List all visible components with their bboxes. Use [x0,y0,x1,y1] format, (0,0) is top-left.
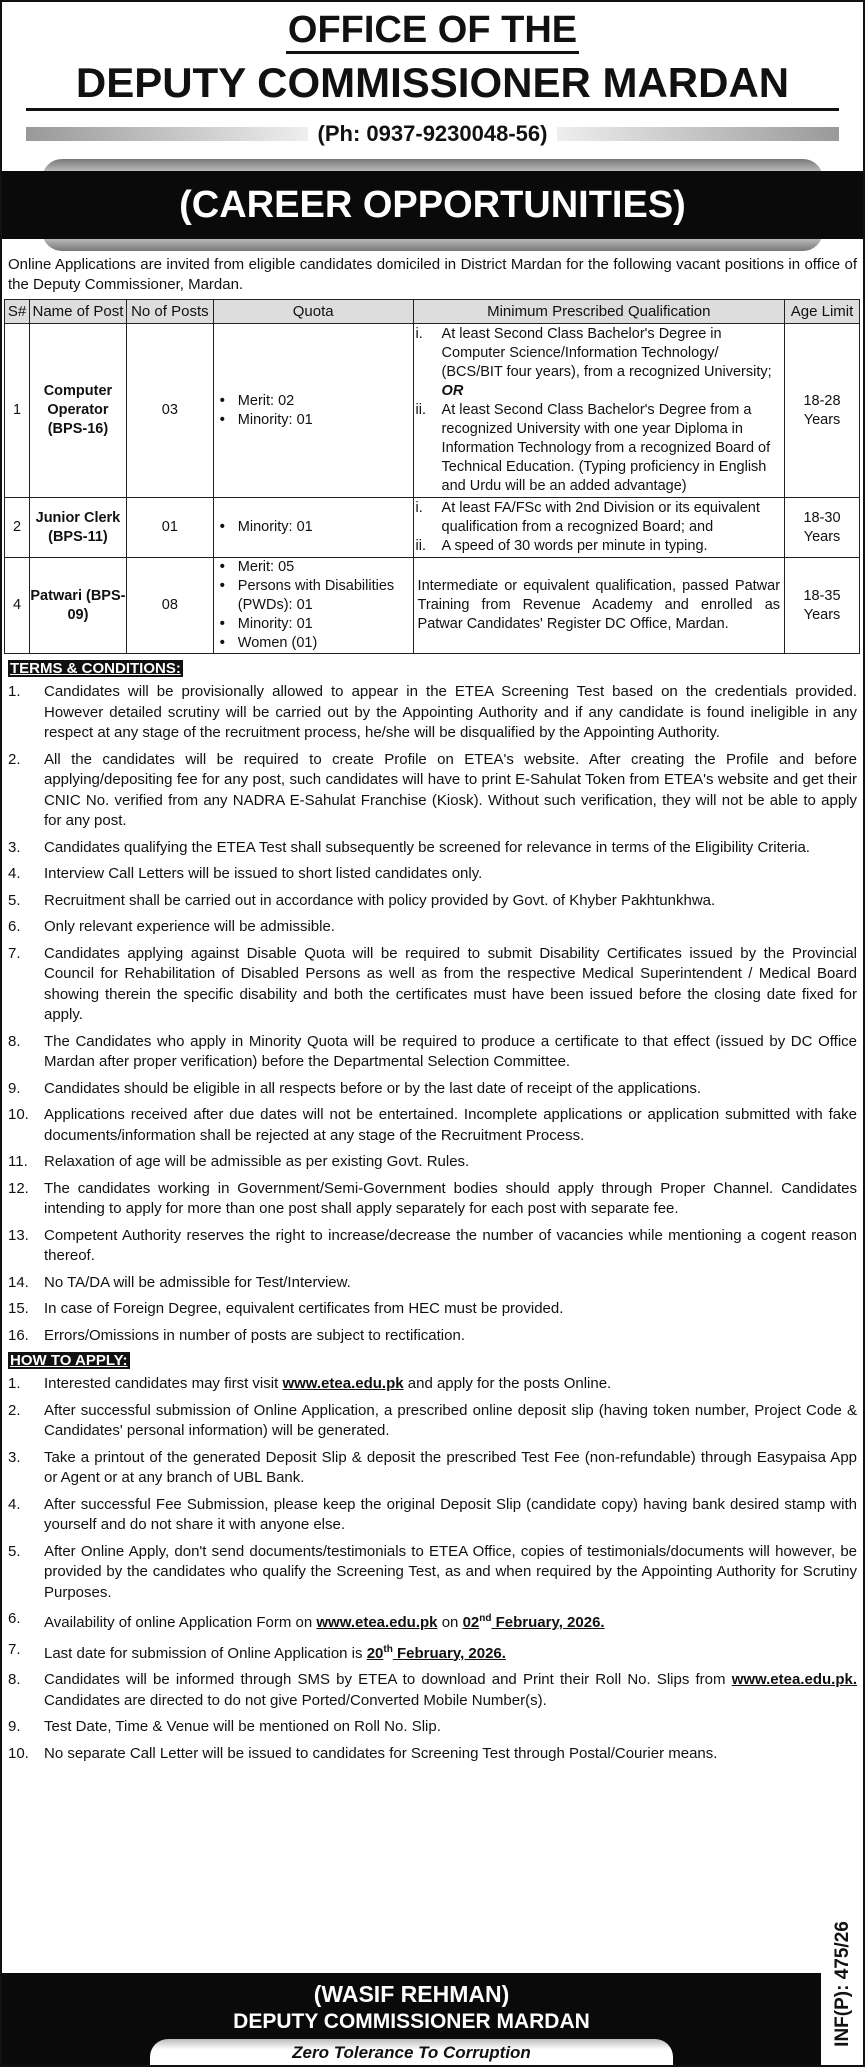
item-number: 6. [8,918,21,935]
term-item [8,1079,857,1100]
apply-step [8,1670,857,1711]
post-count: 03 [126,324,213,498]
item-number: 4. [8,1495,21,1513]
term-text: Candidates qualifying the ETEA Test shall subsequently be screened for relevance in terms of the Eligibility Criteria. [44,838,810,856]
col-qualification: Minimum Prescribed Qualification [413,300,785,324]
apply-step [8,1401,857,1442]
item-marker: ii. [415,538,427,554]
website-link[interactable]: www.etea.edu.pk [282,1375,404,1392]
item-number: 8. [8,1671,21,1688]
term-item [8,1299,857,1320]
date-text: 02 [462,1614,480,1631]
item-marker: ii. [415,402,427,418]
qualification-item [416,401,783,496]
post-name: Computer Operator (BPS-16) [29,324,126,498]
apply-heading: HOW TO APPLY: [10,1352,128,1369]
post-count: 01 [126,498,213,558]
qualification-item [416,537,783,556]
qualification-text: Intermediate or equivalent qualification, passed Patwar Training from Revenue Academy and enrolled as Patwar Candidates' Register DC Office, Mardan. [417,578,781,632]
table-row [5,498,860,558]
quota-cell [213,558,413,654]
ordinal-suffix: nd [479,1613,492,1624]
intro-text: Online Applications are invited from eligible candidates domiciled in District Mardan for the following vacant positions in office of the Deputy Commissioner, Mardan. [8,256,857,293]
step-text [44,1542,857,1604]
item-number: 14. [8,1273,29,1291]
career-banner [2,165,863,245]
text: Take a printout of the generated Deposit Slip & deposit the prescribed Test Fee (non-refundable) through Easypaisa App or Agent or at any branch of UBL Bank. [44,1448,857,1486]
text: Last date for submission of Online Application is [44,1644,367,1662]
text: Candidates are directed to do not give Ported/Converted Mobile Number(s). [44,1691,547,1709]
step-text [44,1448,857,1489]
term-text: In case of Foreign Degree, equivalent certificates from HEC must be provided. [44,1300,564,1317]
serial-number: 2 [5,498,30,558]
term-text: Competent Authority reserves the right to increase/decrease the number of vacancies while mentioning a cogent reason thereof. [44,1226,857,1264]
qualification-text [442,499,783,537]
item-number: 15. [8,1300,29,1317]
apply-list [8,1374,857,1764]
term-item [8,891,857,912]
website-link[interactable]: www.etea.edu.pk [316,1614,438,1631]
item-number: 5. [8,1542,21,1560]
term-text: Candidates should be eligible in all respects before or by the last date of receipt of the applications. [44,1079,702,1097]
website-link[interactable]: www.etea.edu.pk. [731,1671,857,1688]
step-text [44,1401,857,1442]
col-age: Age Limit [785,300,860,324]
step-text [44,1495,857,1536]
step-text [44,1640,857,1665]
age-limit: 18-30 Years [785,498,860,558]
text: After Online Apply, don't send documents/testimonials to ETEA Office, copies of testimonials/documents will however, be provided by the candidates who qualify the Screening Test, as and when required by the Appointing Authority for Scrutiny Purposes. [44,1542,857,1601]
term-text: No TA/DA will be admissible for Test/Interview. [44,1273,351,1291]
col-sn: S# [5,300,30,324]
qualification-cell [413,498,785,558]
text: Availability of online Application Form on [44,1614,317,1631]
term-text: All the candidates will be required to create Profile on ETEA's website. After creating the Profile and before applying/depositing fee for any post, such candidates will have to print E-Sahulat Token from ETEA's website and get their CNIC No. verified from any NADRA E-Sahulat Franchise (Kiosk). Without such verification, they will not be able to apply for any post. [44,750,857,829]
item-number: 7. [8,944,21,962]
apply-step [8,1640,857,1665]
item-number: 13. [8,1226,29,1244]
item-number: 2. [8,1401,21,1419]
officer-name: (WASIF REHMAN) [313,1981,510,2007]
apply-step [8,1495,857,1536]
item-number: 3. [8,838,21,856]
item-number: 8. [8,1032,21,1050]
quota-item: • Merit: 05 [220,558,413,577]
step-text [44,1609,857,1634]
term-text: Only relevant experience will be admissible. [44,918,335,935]
item-number: 1. [8,1375,21,1392]
ordinal-suffix: th [383,1643,393,1655]
qualification-cell [413,558,785,654]
slogan: Zero Tolerance To Corruption [150,2039,673,2065]
text: Candidates will be informed through SMS by ETEA to download and Print their Roll No. Slips from [44,1671,732,1688]
quota-item: • Women (01) [220,634,413,653]
term-text: Recruitment shall be carried out in accordance with policy provided by Govt. of Khyber Pakhtunkhwa. [44,891,716,909]
term-text: Candidates applying against Disable Quota will be required to submit Disability Certificates issued by the Provincial Council for Rehabilitation of Disabled Persons as well as from the respective Medical Superintendent / Medical Board showing therein the specific disability and both the certificates must have been issued before the closing date fixed for apply. [44,944,857,1023]
quota-list [214,392,413,430]
item-number: 3. [8,1448,21,1466]
col-posts: No of Posts [126,300,213,324]
age-limit: 18-28 Years [785,324,860,498]
text: After successful Fee Submission, please keep the original Deposit Slip (candidate copy) having bank desired stamp with yourself and do not share it with anyone else. [44,1495,857,1533]
quota-list [214,518,413,537]
term-item [8,1226,857,1267]
term-item [8,838,857,859]
qualification-item [416,325,783,401]
table-header [5,300,860,324]
step-text [44,1744,857,1765]
term-item [8,750,857,832]
term-item [8,1105,857,1146]
term-text: Relaxation of age will be admissible as per existing Govt. Rules. [44,1153,470,1170]
qualification-list [414,498,785,557]
terms-heading: TERMS & CONDITIONS: [10,660,181,677]
term-item [8,1326,857,1347]
item-number: 6. [8,1610,21,1627]
term-item [8,1152,857,1173]
date-text: 20 [366,1644,384,1662]
vacancy-table [4,299,860,654]
apply-step [8,1374,857,1395]
text: and apply for the posts Online. [403,1375,612,1392]
qualification-text [442,401,783,496]
term-item [8,1179,857,1220]
ad-reference: INF(P): 475/26 [832,1921,853,2047]
item-number: 11. [8,1153,28,1170]
text: Interested candidates may first visit [44,1375,283,1392]
date-text: February, 2026. [491,1614,605,1631]
text: on [437,1614,463,1631]
text: No separate Call Letter will be issued to candidates for Screening Test through Postal/Courier means. [44,1744,718,1762]
phone-number: (Ph: 0937-9230048-56) [317,121,548,146]
term-item [8,1032,857,1073]
table-row [5,324,860,498]
qualification-text [442,537,708,556]
item-number: 9. [8,1079,21,1097]
term-item [8,1273,857,1294]
term-text: Candidates will be provisionally allowed to appear in the ETEA Screening Test based on the credentials provided. However detailed scrutiny will be carried out by the Appointing Authority and if any candidate is found ineligible in any respect at any stage of the recruitment process, he/she will be disqualified by the Appointing Authority. [44,683,857,741]
qualification-text [442,325,783,401]
qualification-cell [413,324,785,498]
quota-item: • Minority: 01 [220,518,413,537]
item-number: 12. [8,1179,29,1197]
serial-number: 4 [5,558,30,654]
term-item [8,682,857,744]
item-number: 1. [8,683,21,700]
text: At least Second Class Bachelor's Degree from a recognized University with one year Diploma in Information Technology from a recognized Board of Technical Education. (Typing proficiency in English and Urdu will be an added advantage) [441,402,771,494]
text: After successful submission of Online Application, a prescribed online deposit slip (having token number, Project Code & Candidates' personal information) will be generated. [44,1401,857,1439]
col-quota: Quota [213,300,413,324]
item-number: 2. [8,750,21,768]
quota-list [214,558,413,653]
divider [26,108,839,111]
post-count: 08 [126,558,213,654]
gradient-bar [557,127,839,141]
text: A speed of 30 words per minute in typing. [441,538,708,554]
quota-item: • Minority: 01 [220,615,413,634]
gradient-bar [26,127,308,141]
term-text: Errors/Omissions in number of posts are subject to rectification. [44,1326,465,1344]
quota-cell [213,498,413,558]
post-name: Junior Clerk (BPS-11) [29,498,126,558]
qualification-list [414,324,785,497]
officer-designation: DEPUTY COMMISSIONER MARDAN [233,2010,590,2033]
quota-item: • Merit: 02 [220,392,413,411]
date-text: February, 2026. [392,1644,506,1662]
term-text: The Candidates who apply in Minority Quota will be required to produce a certificate to that effect (issued by DC Office Mardan after proper verification) before the Departmental Selection Committee. [44,1032,857,1070]
table-row [5,558,860,654]
apply-step [8,1542,857,1604]
item-number: 10. [8,1106,29,1123]
item-marker: i. [415,326,423,342]
apply-step [8,1609,857,1634]
apply-step [8,1448,857,1489]
item-number: 7. [8,1640,21,1658]
col-post: Name of Post [29,300,126,324]
signature-block [2,1973,821,2065]
apply-step [8,1744,857,1765]
item-number: 9. [8,1718,21,1735]
item-number: 4. [8,865,21,882]
term-item [8,917,857,938]
term-text: Applications received after due dates will not be entertained. Incomplete applications or application submitted with fake documents/information shall be rejected at any stage of the Recruitment Process. [44,1106,857,1144]
apply-step [8,1717,857,1738]
emphasis: OR [441,383,464,399]
step-text [44,1374,857,1395]
serial-number: 1 [5,324,30,498]
step-text [44,1670,857,1711]
terms-list [8,682,857,1346]
phone-bar [26,121,839,147]
office-title: OFFICE OF THE [2,8,863,52]
quota-cell [213,324,413,498]
qualification-item [416,499,783,537]
term-text: The candidates working in Government/Semi-Government bodies should apply through Proper Channel. Candidates intending to apply for more than one post shall apply separately for each post with separate fee. [44,1179,857,1217]
step-text [44,1717,857,1738]
office-name: DEPUTY COMMISSIONER MARDAN [75,59,790,106]
text: At least Second Class Bachelor's Degree in Computer Science/Information Technology/ (BCS/BIT four years), from a recognized University; [441,326,772,380]
item-number: 16. [8,1326,29,1344]
item-marker: i. [415,500,423,516]
term-item [8,864,857,885]
term-text: Interview Call Letters will be issued to short listed candidates only. [44,865,483,882]
text: Test Date, Time & Venue will be mentioned on Roll No. Slip. [44,1718,441,1735]
item-number: 5. [8,891,21,909]
age-limit: 18-35 Years [785,558,860,654]
item-number: 10. [8,1744,29,1762]
term-item [8,944,857,1026]
quota-item: • Minority: 01 [220,411,413,430]
text: At least FA/FSc with 2nd Division or its equivalent qualification from a recognized Board; and [441,500,760,535]
quota-item: • Persons with Disabilities (PWDs): 01 [220,577,413,615]
post-name: Patwari (BPS-09) [29,558,126,654]
banner-title: (CAREER OPPORTUNITIES) [2,171,863,239]
